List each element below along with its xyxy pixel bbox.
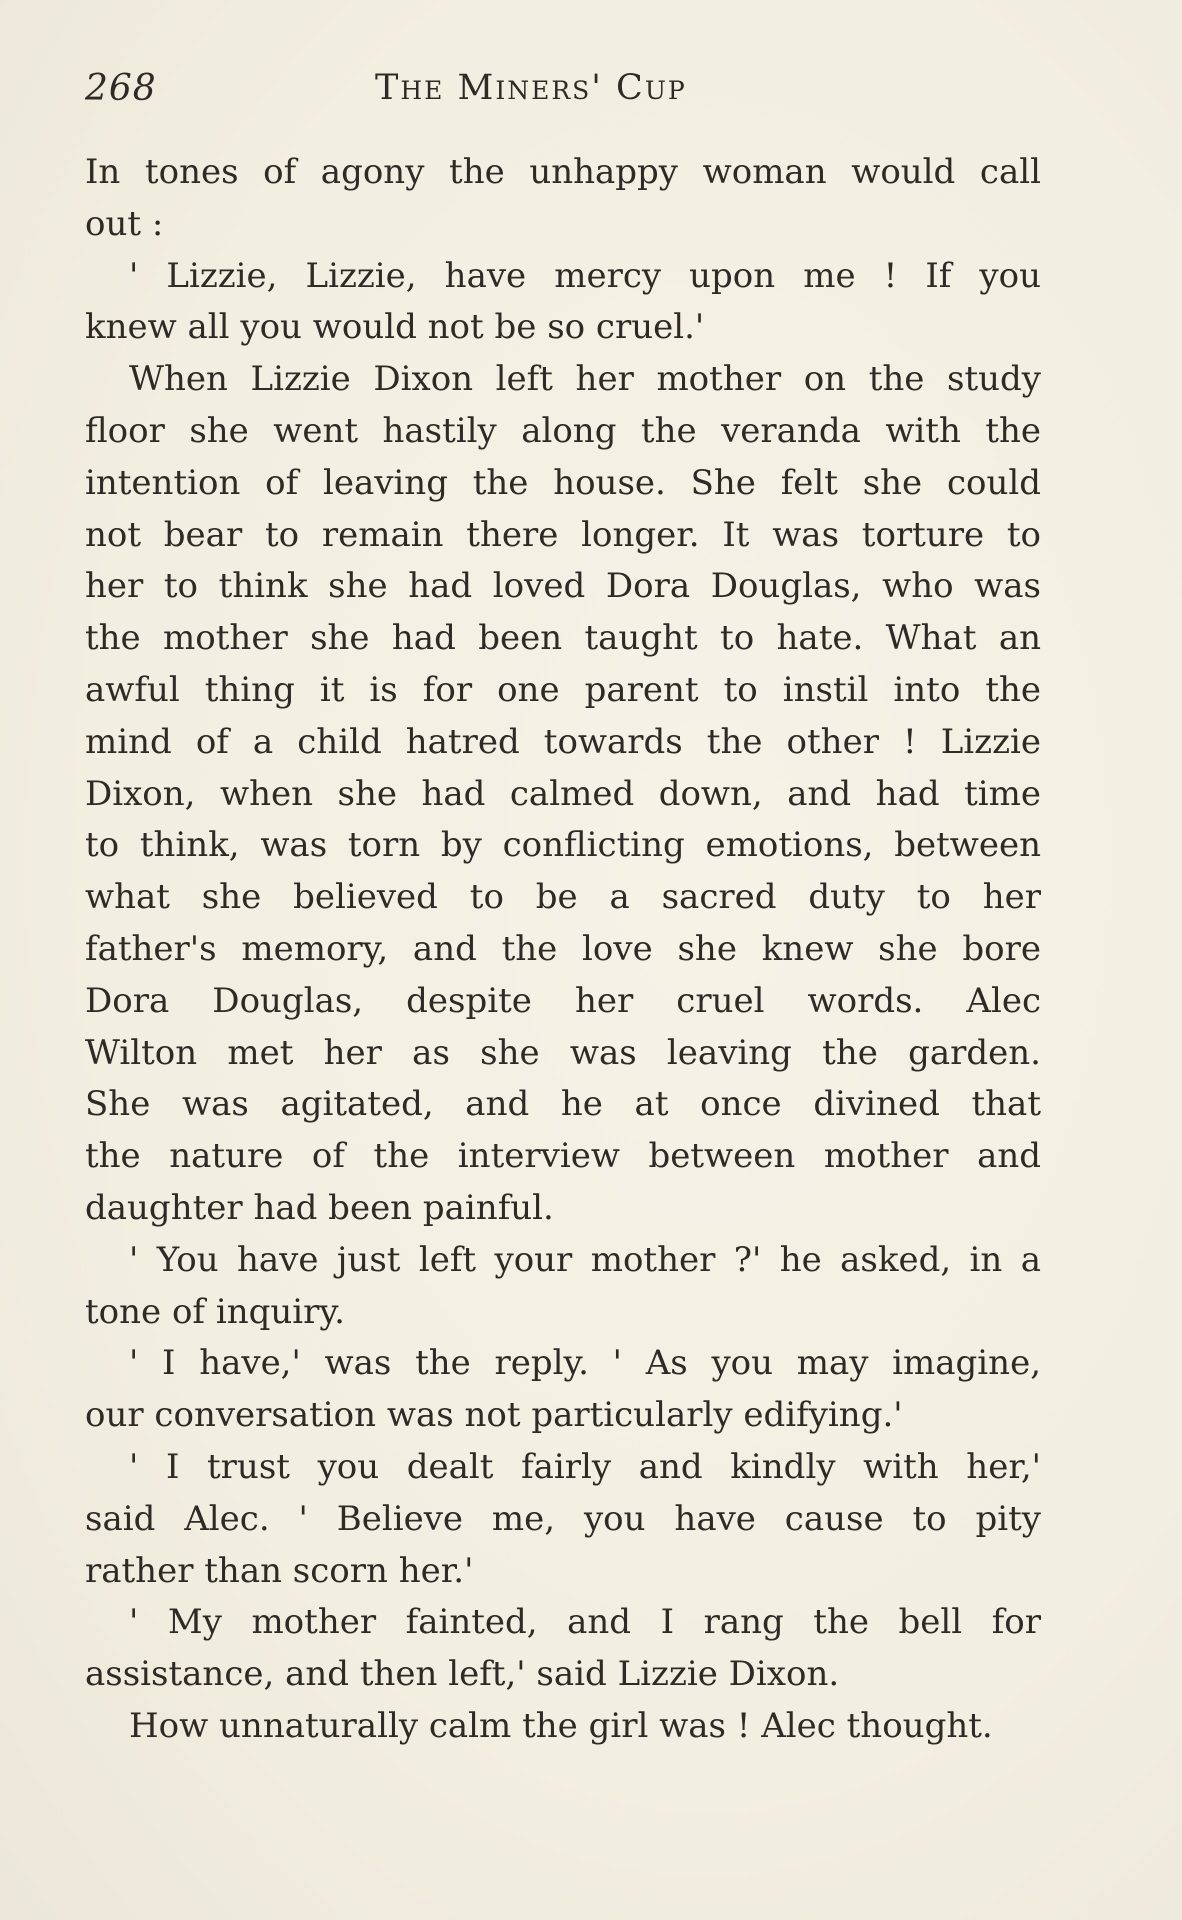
text-line: daughter had been painful. [85,1187,554,1228]
text-line: Dixon, when she had calmed down, and had time [85,773,1041,814]
text-line: said Alec. ' Believe me, you have cause to pity [85,1498,1041,1539]
text-line: In tones of agony the unhappy woman would call [85,152,1041,192]
text-line: ' You have just left your mother ?' he asked, in a [129,1239,1041,1280]
text-line: assistance, and then left,' said Lizzie Dixon. [85,1654,840,1695]
text-line: rather than scorn her.' [85,1550,474,1591]
text-line: ' I trust you dealt fairly and kindly with her,' [129,1446,1041,1487]
text-line: father's memory, and the love she knew she bore [85,928,1041,969]
text-line: Dora Douglas, despite her cruel words. Alec [85,980,1041,1021]
text-line: How unnaturally calm the girl was ! Alec thought. [129,1705,993,1746]
text-line: intention of leaving the house. She felt she could [85,462,1041,503]
page-header [85,64,1045,124]
page-number: 268 [85,68,157,109]
text-line: mind of a child hatred towards the other ! Lizzie [85,721,1041,762]
text-line: She was agitated, and he at once divined that [85,1084,1041,1125]
text-line: to think, was torn by conflicting emotions, between [85,825,1041,866]
text-line: awful thing it is for one parent to instil into the [85,669,1041,710]
text-line: ' Lizzie, Lizzie, have mercy upon me ! If you [129,255,1041,296]
text-line: the nature of the interview between mother and [85,1136,1041,1177]
text-line: tone of inquiry. [85,1291,345,1332]
running-title: The Miners' Cup [375,68,687,108]
text-line: Wilton met her as she was leaving the garden. [85,1032,1041,1073]
text-line: the mother she had been taught to hate. What an [85,618,1041,659]
text-line: out : [85,203,164,244]
text-line: our conversation was not particularly edifying.' [85,1395,903,1436]
text-line: what she believed to be a sacred duty to her [85,877,1041,918]
text-line: When Lizzie Dixon left her mother on the study [129,359,1041,400]
text-line: ' My mother fainted, and I rang the bell for [129,1602,1041,1643]
text-line: ' I have,' was the reply. ' As you may imagine, [129,1343,1041,1384]
text-line: her to think she had loved Dora Douglas, who was [85,566,1041,607]
text-line: floor she went hastily along the veranda with the [85,410,1041,451]
body-text [85,147,1041,1753]
text-line: knew all you would not be so cruel.' [85,307,705,348]
text-line: not bear to remain there longer. It was torture to [85,514,1041,555]
